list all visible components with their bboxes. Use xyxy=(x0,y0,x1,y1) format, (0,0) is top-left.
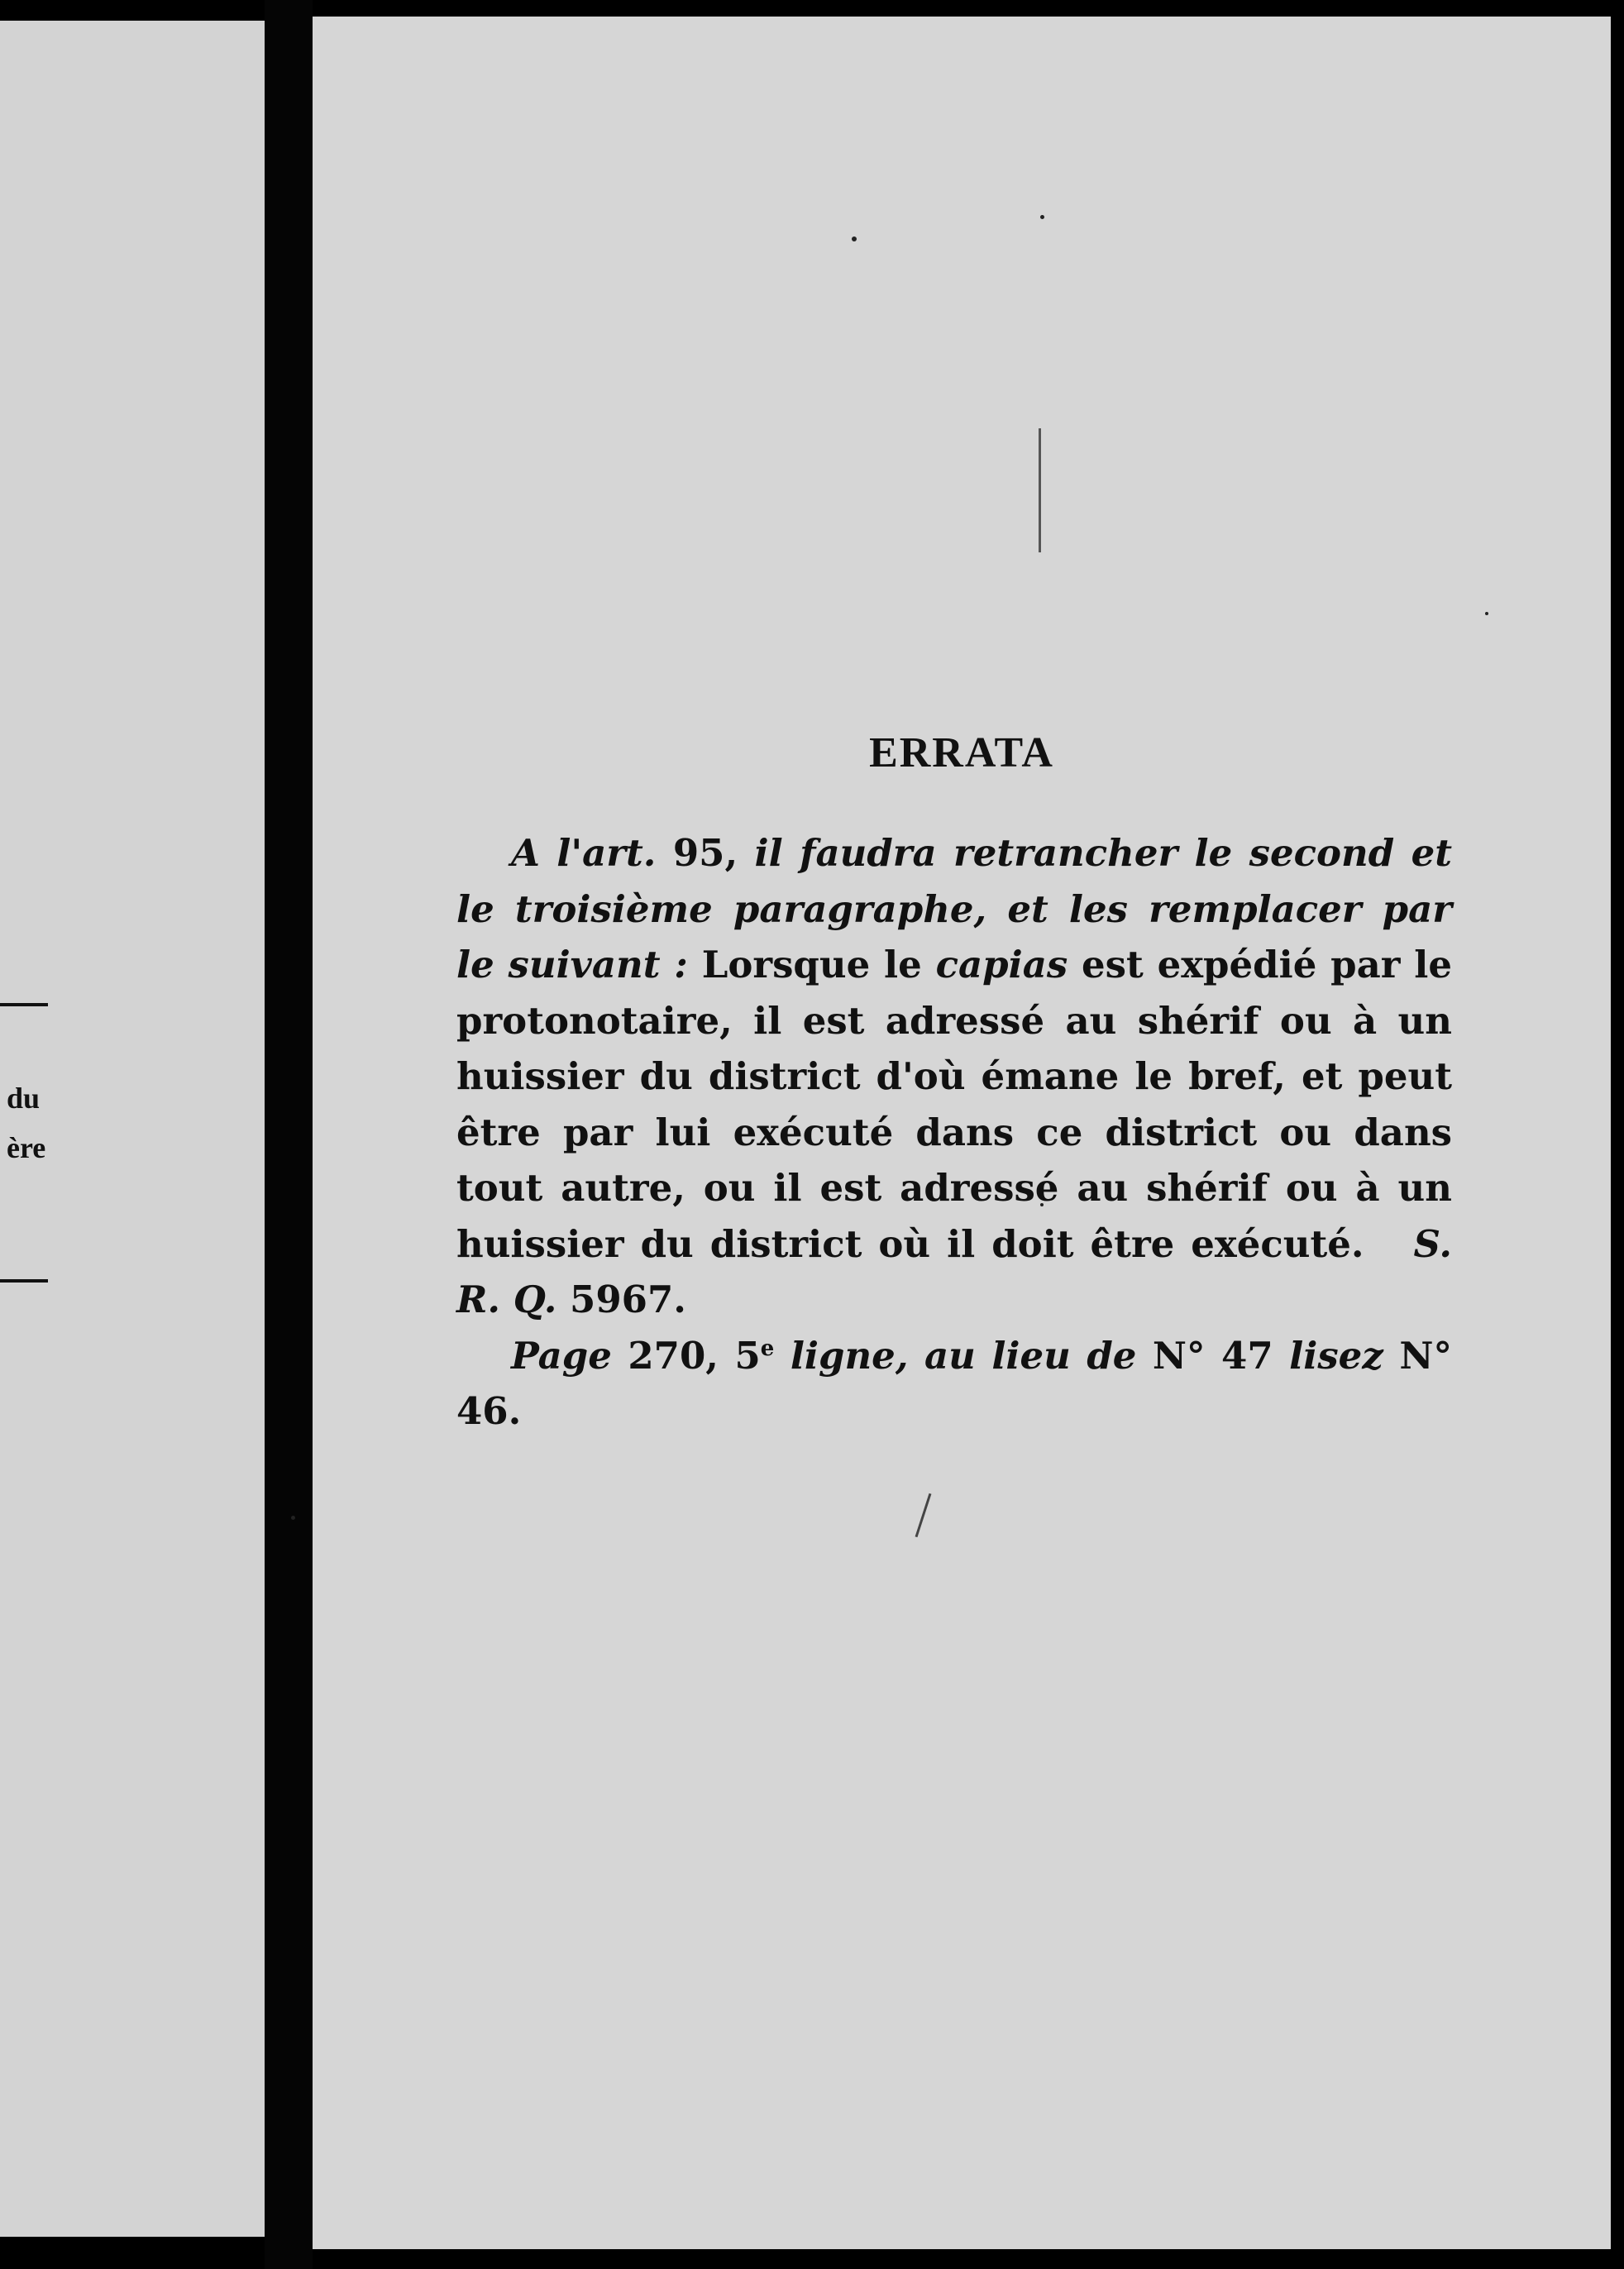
left-page-rule-bottom xyxy=(0,1279,48,1283)
page-number: 270, xyxy=(628,1333,719,1378)
wrong-number: N° 47 xyxy=(1152,1333,1273,1378)
correction-instruction: il faudra retrancher le second et le troisième paragraphe, et les remplacer par le suivant : xyxy=(456,831,1452,986)
line-phrase: ligne, au lieu de xyxy=(790,1333,1137,1378)
errata-entry-page-270 xyxy=(456,1328,1452,1440)
left-page-fragment-1: du xyxy=(7,1082,41,1115)
capias-term: capias xyxy=(935,943,1068,986)
article-number: 95, xyxy=(672,831,738,875)
article-intro: A l'art. xyxy=(511,831,657,875)
replacement-text: est expédié par le protonotaire, il est adressé au shérif ou à un huissier du district d'où émane le bref, et peut être par lui exécuté dans ce district ou dans tout autre, ou il est adressé au shérif ou à un huissier du district où il doit être exécuté. xyxy=(456,943,1452,1266)
read-instruction: lisez xyxy=(1289,1333,1383,1378)
line-number: 5 xyxy=(734,1333,761,1378)
correct-number: N° 46. xyxy=(456,1333,1452,1433)
binding-gutter xyxy=(265,0,313,2269)
errata-body xyxy=(456,825,1452,1440)
errata-entry-article-95 xyxy=(456,825,1452,1328)
paper-crease-mark xyxy=(1039,428,1041,552)
statute-number: 5967. xyxy=(570,1278,686,1321)
statute-reference: S. R. Q. xyxy=(456,1221,1452,1321)
page-label: Page xyxy=(511,1333,612,1378)
paper-speck xyxy=(1040,215,1044,219)
paper-crease-mark xyxy=(915,1493,932,1537)
line-ordinal: e xyxy=(760,1335,775,1361)
paper-speck xyxy=(291,1516,295,1520)
left-page-fragment-2: ère xyxy=(7,1131,46,1164)
paper-speck xyxy=(852,236,857,241)
paper-speck xyxy=(1485,612,1488,615)
left-page-rule-top xyxy=(0,1003,48,1006)
right-edge xyxy=(1611,0,1624,2269)
left-page xyxy=(0,21,265,2237)
replacement-text-start: Lorsque le xyxy=(701,943,922,986)
errata-title: ERRATA xyxy=(869,729,1054,776)
